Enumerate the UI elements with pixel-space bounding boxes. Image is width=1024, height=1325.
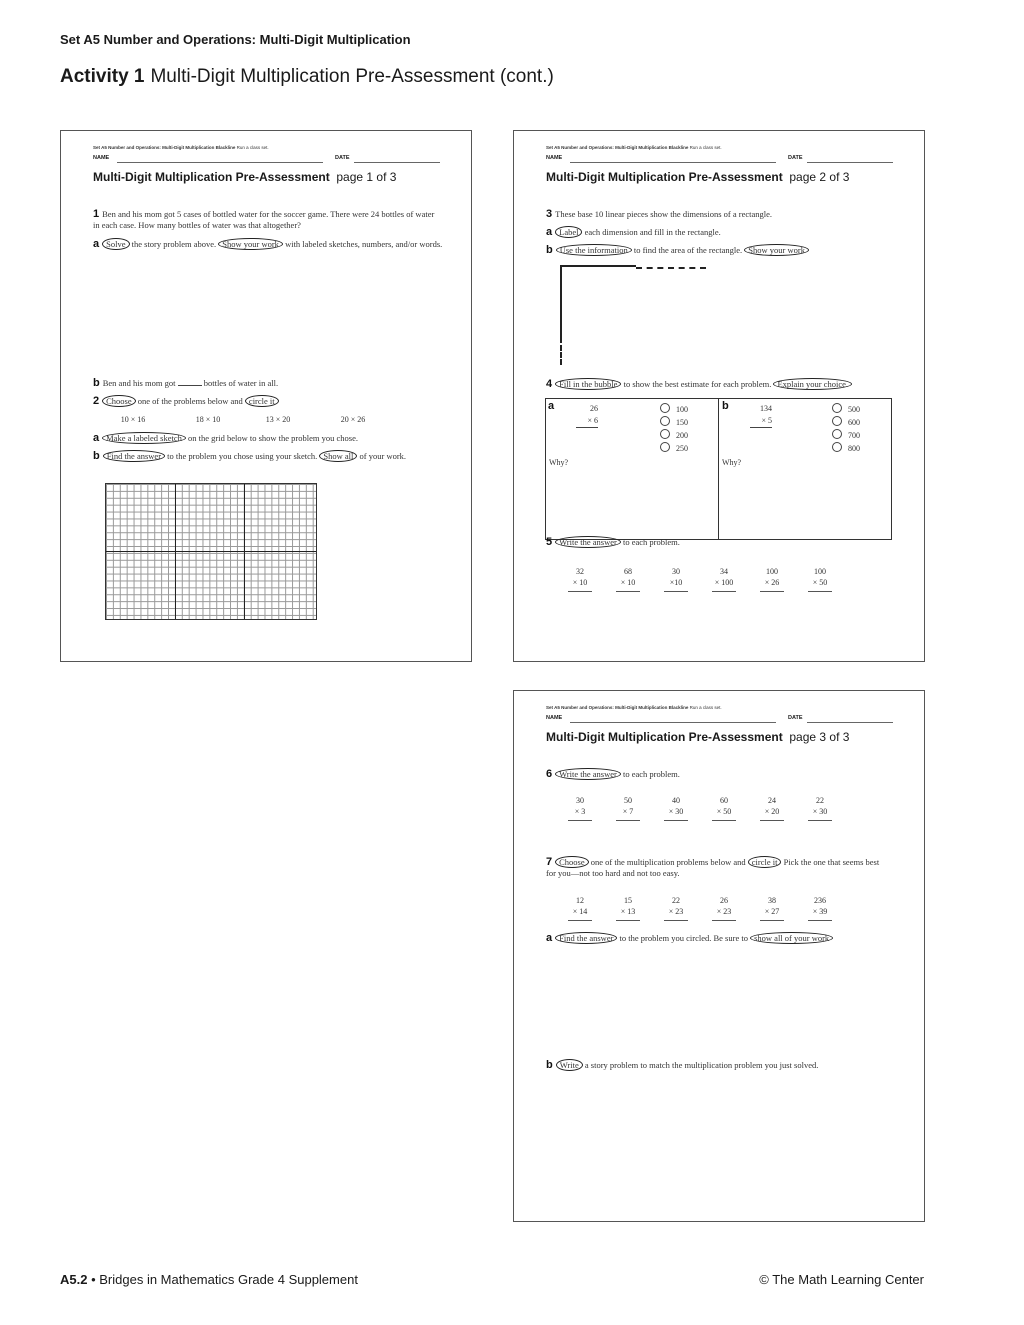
part-a-letter: a — [548, 400, 555, 412]
date-label: DATE — [788, 715, 803, 721]
question-2b: b Find the answer to the problem you chose using your sketch. Show all of your work. — [93, 450, 407, 462]
question-7b: b Write a story problem to match the multiplication problem you just solved. — [546, 1059, 819, 1071]
why-label: Why? — [722, 458, 742, 467]
question-1a: a Solve the story problem above. Show your work with labeled sketches, numbers, and/or words. — [93, 238, 443, 250]
name-label: NAME — [546, 155, 563, 161]
part-b-letter: b — [722, 400, 729, 412]
blackline-line: Set A5 Number and Operations: Multi-Digit Multiplication Blackline Run a class set. — [546, 705, 722, 710]
worksheet-page-2 — [513, 130, 925, 662]
q7-problem[interactable]: 38 × 27 — [748, 895, 796, 921]
name-label: NAME — [546, 715, 563, 721]
blackline-line: Set A5 Number and Operations: Multi-Digit Multiplication Blackline Run a class set. — [93, 145, 269, 150]
question-4: 4 Fill in the bubble to show the best estimate for each problem. Explain your choice. — [546, 379, 906, 390]
activity-heading — [60, 66, 554, 88]
question-6: 6 Write the answer to each problem. — [546, 768, 680, 780]
q4a-problem: 26 × 6 — [576, 403, 598, 428]
estimate-bubble-option[interactable]: 800 — [832, 442, 860, 455]
q6-problem: 22 × 30 — [796, 795, 844, 821]
q5-problem-row — [556, 566, 844, 592]
q5-problem: 100 × 26 — [748, 566, 796, 592]
q6-problem: 40 × 30 — [652, 795, 700, 821]
sheet-title: Multi-Digit Multiplication Pre-Assessment page 1 of 3 — [93, 170, 397, 184]
question-3b: b Use the information to find the area of the rectangle. Show your work — [546, 245, 906, 256]
q2-problem: 10 × 16 — [120, 415, 146, 424]
q5-problem: 68 × 10 — [604, 566, 652, 592]
base10-horizontal-piece — [560, 265, 636, 267]
q2-problem: 18 × 10 — [195, 415, 221, 424]
q2-problem: 20 × 26 — [340, 415, 366, 424]
estimate-bubble-option[interactable]: 500 — [832, 403, 860, 416]
worksheet-page-3 — [513, 690, 925, 1222]
sketch-grid[interactable] — [105, 483, 317, 620]
name-line — [117, 162, 323, 163]
q4a-options — [660, 403, 688, 455]
date-label: DATE — [335, 155, 350, 161]
q4b-options — [832, 403, 860, 455]
question-1: 1 Ben and his mom got 5 cases of bottled water for the soccer game. There were 24 bottles of water in each case. How many bottles of water was that altogether? — [93, 208, 435, 230]
q2-problem: 13 × 20 — [265, 415, 291, 424]
q6-problem: 50 × 7 — [604, 795, 652, 821]
question-2a: a Make a labeled sketch on the grid below to show the problem you chose. — [93, 432, 358, 444]
q7-problem[interactable]: 15 × 13 — [604, 895, 652, 921]
name-line — [570, 162, 776, 163]
estimate-bubble-option[interactable]: 100 — [660, 403, 688, 416]
q5-problem: 34 × 100 — [700, 566, 748, 592]
estimate-bubble-option[interactable]: 250 — [660, 442, 688, 455]
question-7a: a Find the answer to the problem you circled. Be sure to show all of your work — [546, 933, 906, 944]
footer-left: A5.2 • Bridges in Mathematics Grade 4 Supplement — [60, 1272, 358, 1287]
question-1b: b Ben and his mom got bottles of water in all. — [93, 377, 279, 389]
name-line — [570, 722, 776, 723]
q5-problem: 100 × 50 — [796, 566, 844, 592]
activity-title: Multi-Digit Multiplication Pre-Assessment (cont.) — [150, 66, 554, 87]
q7-problem[interactable]: 236 × 39 — [796, 895, 844, 921]
date-label: DATE — [788, 155, 803, 161]
date-line — [807, 162, 893, 163]
q6-problem-row — [556, 795, 844, 821]
sheet-title: Multi-Digit Multiplication Pre-Assessment page 2 of 3 — [546, 170, 850, 184]
q7-problem[interactable]: 22 × 23 — [652, 895, 700, 921]
base10-horizontal-ones — [636, 267, 706, 269]
name-date-row — [546, 152, 892, 164]
estimate-table — [545, 398, 892, 540]
activity-label: Activity 1 — [60, 66, 145, 87]
q6-problem: 60 × 50 — [700, 795, 748, 821]
q6-problem: 30 × 3 — [556, 795, 604, 821]
estimate-bubble-option[interactable]: 600 — [832, 416, 860, 429]
question-2: 2 Choose one of the problems below and circle it — [93, 396, 443, 407]
worksheet-page-1 — [60, 130, 472, 662]
date-line — [807, 722, 893, 723]
question-3a: a Label each dimension and fill in the rectangle. — [546, 226, 721, 238]
q5-problem: 32 × 10 — [556, 566, 604, 592]
estimate-bubble-option[interactable]: 700 — [832, 429, 860, 442]
footer-right: © The Math Learning Center — [759, 1272, 924, 1287]
q7-problem-row — [556, 895, 844, 921]
why-label: Why? — [549, 458, 569, 467]
question-7: 7 Choose one of the multiplication problems below and circle it Pick the one that seems best for you—not too hard and not too easy. — [546, 856, 880, 878]
base10-vertical-ones — [560, 345, 562, 365]
question-5: 5 Write the answer to each problem. — [546, 536, 680, 548]
name-date-row — [546, 712, 892, 724]
base10-vertical-piece — [560, 265, 562, 343]
date-line — [354, 162, 440, 163]
q7-problem[interactable]: 12 × 14 — [556, 895, 604, 921]
blackline-line: Set A5 Number and Operations: Multi-Digit Multiplication Blackline Run a class set. — [546, 145, 722, 150]
q2-problem-row — [93, 415, 393, 424]
q7-problem[interactable]: 26 × 23 — [700, 895, 748, 921]
q5-problem: 30 ×10 — [652, 566, 700, 592]
sheet-title: Multi-Digit Multiplication Pre-Assessment page 3 of 3 — [546, 730, 850, 744]
name-label: NAME — [93, 155, 110, 161]
question-3: 3 These base 10 linear pieces show the dimensions of a rectangle. — [546, 208, 773, 220]
name-date-row — [93, 152, 439, 164]
q4b-problem: 134 × 5 — [750, 403, 772, 428]
q6-problem: 24 × 20 — [748, 795, 796, 821]
set-heading: Set A5 Number and Operations: Multi-Digit Multiplication — [60, 32, 411, 47]
estimate-bubble-option[interactable]: 150 — [660, 416, 688, 429]
estimate-bubble-option[interactable]: 200 — [660, 429, 688, 442]
